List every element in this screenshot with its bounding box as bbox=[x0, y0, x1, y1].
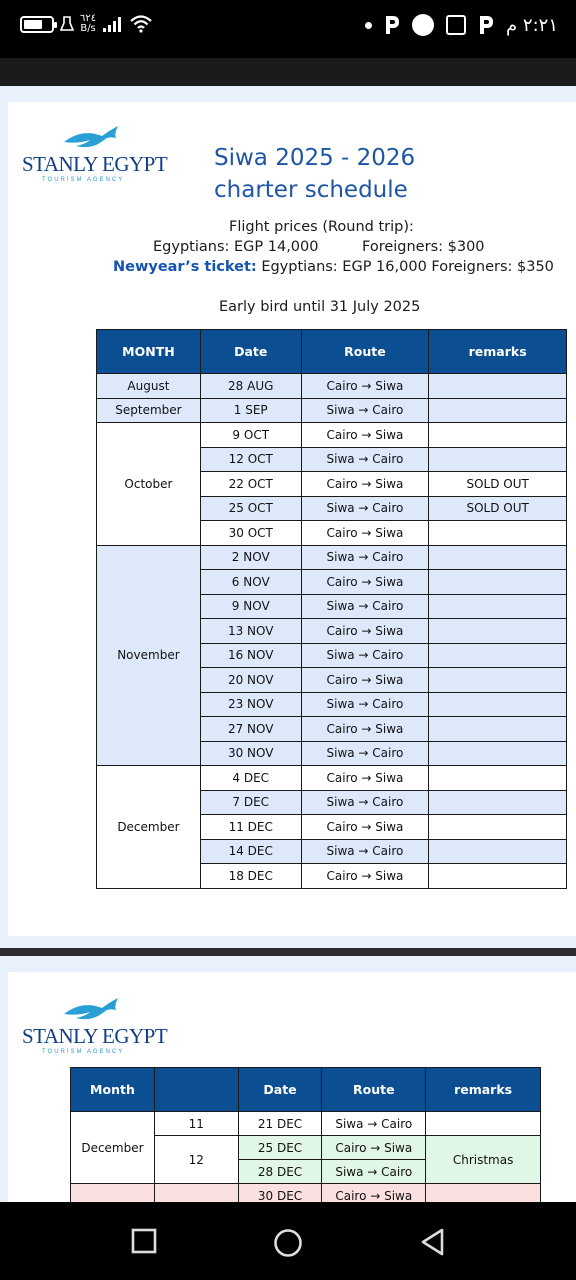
company-logo-2 bbox=[22, 1010, 167, 1055]
wifi-icon bbox=[130, 15, 152, 33]
date-cell: 9 NOV bbox=[200, 594, 301, 619]
notification-dot-icon bbox=[365, 22, 372, 29]
route-cell: Cairo → Siwa bbox=[301, 374, 429, 399]
route-cell: Cairo → Siwa bbox=[322, 1136, 426, 1160]
parking-p-icon bbox=[384, 15, 400, 35]
company-logo bbox=[22, 138, 167, 183]
route-cell: Cairo → Siwa bbox=[301, 619, 429, 644]
logo-name: STANLY EGYPT bbox=[22, 152, 168, 176]
route-cell: Cairo → Siwa bbox=[301, 472, 429, 497]
route-cell: Siwa → Cairo bbox=[301, 398, 429, 423]
remark-cell bbox=[426, 1112, 541, 1136]
app-top-band bbox=[0, 58, 576, 86]
remark-cell bbox=[429, 790, 567, 815]
schedule-table bbox=[96, 329, 567, 889]
remark-cell bbox=[429, 839, 567, 864]
date-cell: 9 OCT bbox=[200, 423, 301, 448]
date-cell: 28 DEC bbox=[238, 1160, 322, 1184]
date-cell: 18 DEC bbox=[200, 864, 301, 889]
date-cell: 11 DEC bbox=[200, 815, 301, 840]
number-cell: 12 bbox=[154, 1136, 238, 1184]
route-cell: Siwa → Cairo bbox=[301, 545, 429, 570]
net-speed-value: ٦٢٤ bbox=[80, 13, 97, 24]
clock: ٢:٢١ م bbox=[506, 14, 558, 36]
document-page-2[interactable] bbox=[0, 956, 576, 1202]
date-cell: 27 NOV bbox=[200, 717, 301, 742]
route-cell: Siwa → Cairo bbox=[301, 496, 429, 521]
route-cell: Siwa → Cairo bbox=[301, 447, 429, 472]
number-cell: 11 bbox=[154, 1112, 238, 1136]
table-row bbox=[97, 545, 567, 570]
route-cell: Cairo → Siwa bbox=[301, 521, 429, 546]
page-separator bbox=[0, 948, 576, 956]
remark-cell: SOLD OUT bbox=[429, 496, 567, 521]
route-cell: Cairo → Siwa bbox=[322, 1184, 426, 1208]
route-cell: Siwa → Cairo bbox=[301, 643, 429, 668]
date-cell: 16 NOV bbox=[200, 643, 301, 668]
date-cell: 12 OCT bbox=[200, 447, 301, 472]
whale-logo-icon-2 bbox=[62, 996, 122, 1026]
prices-heading: Flight prices (Round trip): bbox=[229, 219, 414, 235]
table-row bbox=[97, 423, 567, 448]
date-cell: 21 DEC bbox=[238, 1112, 322, 1136]
remark-cell bbox=[429, 619, 567, 644]
remark-cell bbox=[429, 398, 567, 423]
header-route: Route bbox=[301, 330, 429, 374]
header-remarks: remarks bbox=[429, 330, 567, 374]
route-cell: Cairo → Siwa bbox=[301, 766, 429, 791]
route-cell: Siwa → Cairo bbox=[301, 741, 429, 766]
foreigners-price: Foreigners: $300 bbox=[362, 239, 485, 255]
remark-cell bbox=[429, 545, 567, 570]
remark-cell: Christmas bbox=[426, 1136, 541, 1184]
table-row bbox=[97, 398, 567, 423]
month-cell: October bbox=[97, 423, 201, 546]
remark-cell bbox=[429, 643, 567, 668]
route-cell: Cairo → Siwa bbox=[301, 668, 429, 693]
remark-cell bbox=[429, 668, 567, 693]
battery-icon bbox=[20, 16, 54, 33]
header-remarks-2: remarks bbox=[426, 1068, 541, 1112]
newyear-label: Newyear’s ticket: bbox=[113, 259, 257, 275]
date-cell: 28 AUG bbox=[200, 374, 301, 399]
net-speed bbox=[80, 14, 96, 34]
title-line-2: charter schedule bbox=[214, 177, 408, 203]
route-cell: Cairo → Siwa bbox=[301, 423, 429, 448]
logo-name-2: STANLY EGYPT bbox=[22, 1024, 168, 1048]
route-cell: Siwa → Cairo bbox=[322, 1160, 426, 1184]
status-left bbox=[20, 14, 152, 34]
back-button[interactable] bbox=[420, 1228, 446, 1256]
route-cell: Cairo → Siwa bbox=[301, 864, 429, 889]
date-cell: 25 DEC bbox=[238, 1136, 322, 1160]
header-date: Date bbox=[200, 330, 301, 374]
header-date-2: Date bbox=[238, 1068, 322, 1112]
remark-cell bbox=[429, 741, 567, 766]
remark-cell bbox=[429, 766, 567, 791]
messenger-icon bbox=[412, 14, 434, 36]
route-cell: Cairo → Siwa bbox=[301, 815, 429, 840]
logo-tagline-2: TOURISM AGENCY bbox=[42, 1049, 125, 1055]
date-cell: 30 DEC bbox=[238, 1184, 322, 1208]
date-cell: 30 OCT bbox=[200, 521, 301, 546]
remark-cell bbox=[429, 594, 567, 619]
egyptians-price: Egyptians: EGP 14,000 bbox=[153, 239, 319, 255]
date-cell: 13 NOV bbox=[200, 619, 301, 644]
date-cell: 23 NOV bbox=[200, 692, 301, 717]
navigation-bar bbox=[0, 1202, 576, 1280]
month-cell: September bbox=[97, 398, 201, 423]
date-cell: 25 OCT bbox=[200, 496, 301, 521]
remark-cell bbox=[429, 570, 567, 595]
remark-cell bbox=[429, 864, 567, 889]
newyear-prices: Egyptians: EGP 16,000 Foreigners: $350 bbox=[261, 259, 554, 275]
remark-cell bbox=[429, 692, 567, 717]
header-month-2: Month bbox=[71, 1068, 155, 1112]
document-page-1[interactable] bbox=[0, 86, 576, 948]
home-button[interactable] bbox=[273, 1228, 303, 1258]
document-icon bbox=[446, 15, 466, 35]
remark-cell bbox=[429, 521, 567, 546]
logo-tagline: TOURISM AGENCY bbox=[42, 177, 125, 183]
table-row bbox=[97, 374, 567, 399]
route-cell: Siwa → Cairo bbox=[301, 790, 429, 815]
remark-cell bbox=[429, 815, 567, 840]
route-cell: Cairo → Siwa bbox=[301, 570, 429, 595]
table-row bbox=[97, 766, 567, 791]
table-row bbox=[71, 1112, 541, 1136]
remark-cell: SOLD OUT bbox=[429, 472, 567, 497]
date-cell: 6 NOV bbox=[200, 570, 301, 595]
date-cell: 7 DEC bbox=[200, 790, 301, 815]
page-2-sheet bbox=[8, 972, 576, 1212]
header-month: MONTH bbox=[97, 330, 201, 374]
signal-icon bbox=[102, 15, 124, 33]
schedule-table-2 bbox=[70, 1067, 541, 1208]
route-cell: Cairo → Siwa bbox=[301, 717, 429, 742]
remark-cell bbox=[429, 423, 567, 448]
early-bird-note: Early bird until 31 July 2025 bbox=[219, 299, 421, 315]
battery-level-fill bbox=[24, 20, 42, 29]
month-cell: December bbox=[71, 1112, 155, 1184]
status-bar bbox=[0, 0, 576, 58]
date-cell: 20 NOV bbox=[200, 668, 301, 693]
date-cell: 22 OCT bbox=[200, 472, 301, 497]
month-cell: August bbox=[97, 374, 201, 399]
month-cell: November bbox=[97, 545, 201, 766]
route-cell: Siwa → Cairo bbox=[301, 839, 429, 864]
net-speed-unit: B/s bbox=[80, 23, 96, 34]
month-cell: December bbox=[97, 766, 201, 889]
route-cell: Siwa → Cairo bbox=[322, 1112, 426, 1136]
route-cell: Siwa → Cairo bbox=[301, 692, 429, 717]
parking-p-icon-2 bbox=[478, 15, 494, 35]
page-1-sheet bbox=[8, 102, 576, 936]
date-cell: 30 NOV bbox=[200, 741, 301, 766]
remark-cell bbox=[429, 447, 567, 472]
remark-cell bbox=[429, 374, 567, 399]
date-cell: 14 DEC bbox=[200, 839, 301, 864]
header-num-2 bbox=[154, 1068, 238, 1112]
newyear-line bbox=[113, 259, 554, 275]
date-cell: 4 DEC bbox=[200, 766, 301, 791]
recent-apps-button[interactable] bbox=[131, 1228, 157, 1254]
route-cell: Siwa → Cairo bbox=[301, 594, 429, 619]
date-cell: 2 NOV bbox=[200, 545, 301, 570]
whale-logo-icon bbox=[62, 124, 122, 154]
usb-debug-icon bbox=[60, 16, 74, 32]
status-right bbox=[365, 14, 558, 36]
remark-cell bbox=[429, 717, 567, 742]
date-cell: 1 SEP bbox=[200, 398, 301, 423]
header-route-2: Route bbox=[322, 1068, 426, 1112]
title-line-1: Siwa 2025 - 2026 bbox=[214, 145, 416, 171]
